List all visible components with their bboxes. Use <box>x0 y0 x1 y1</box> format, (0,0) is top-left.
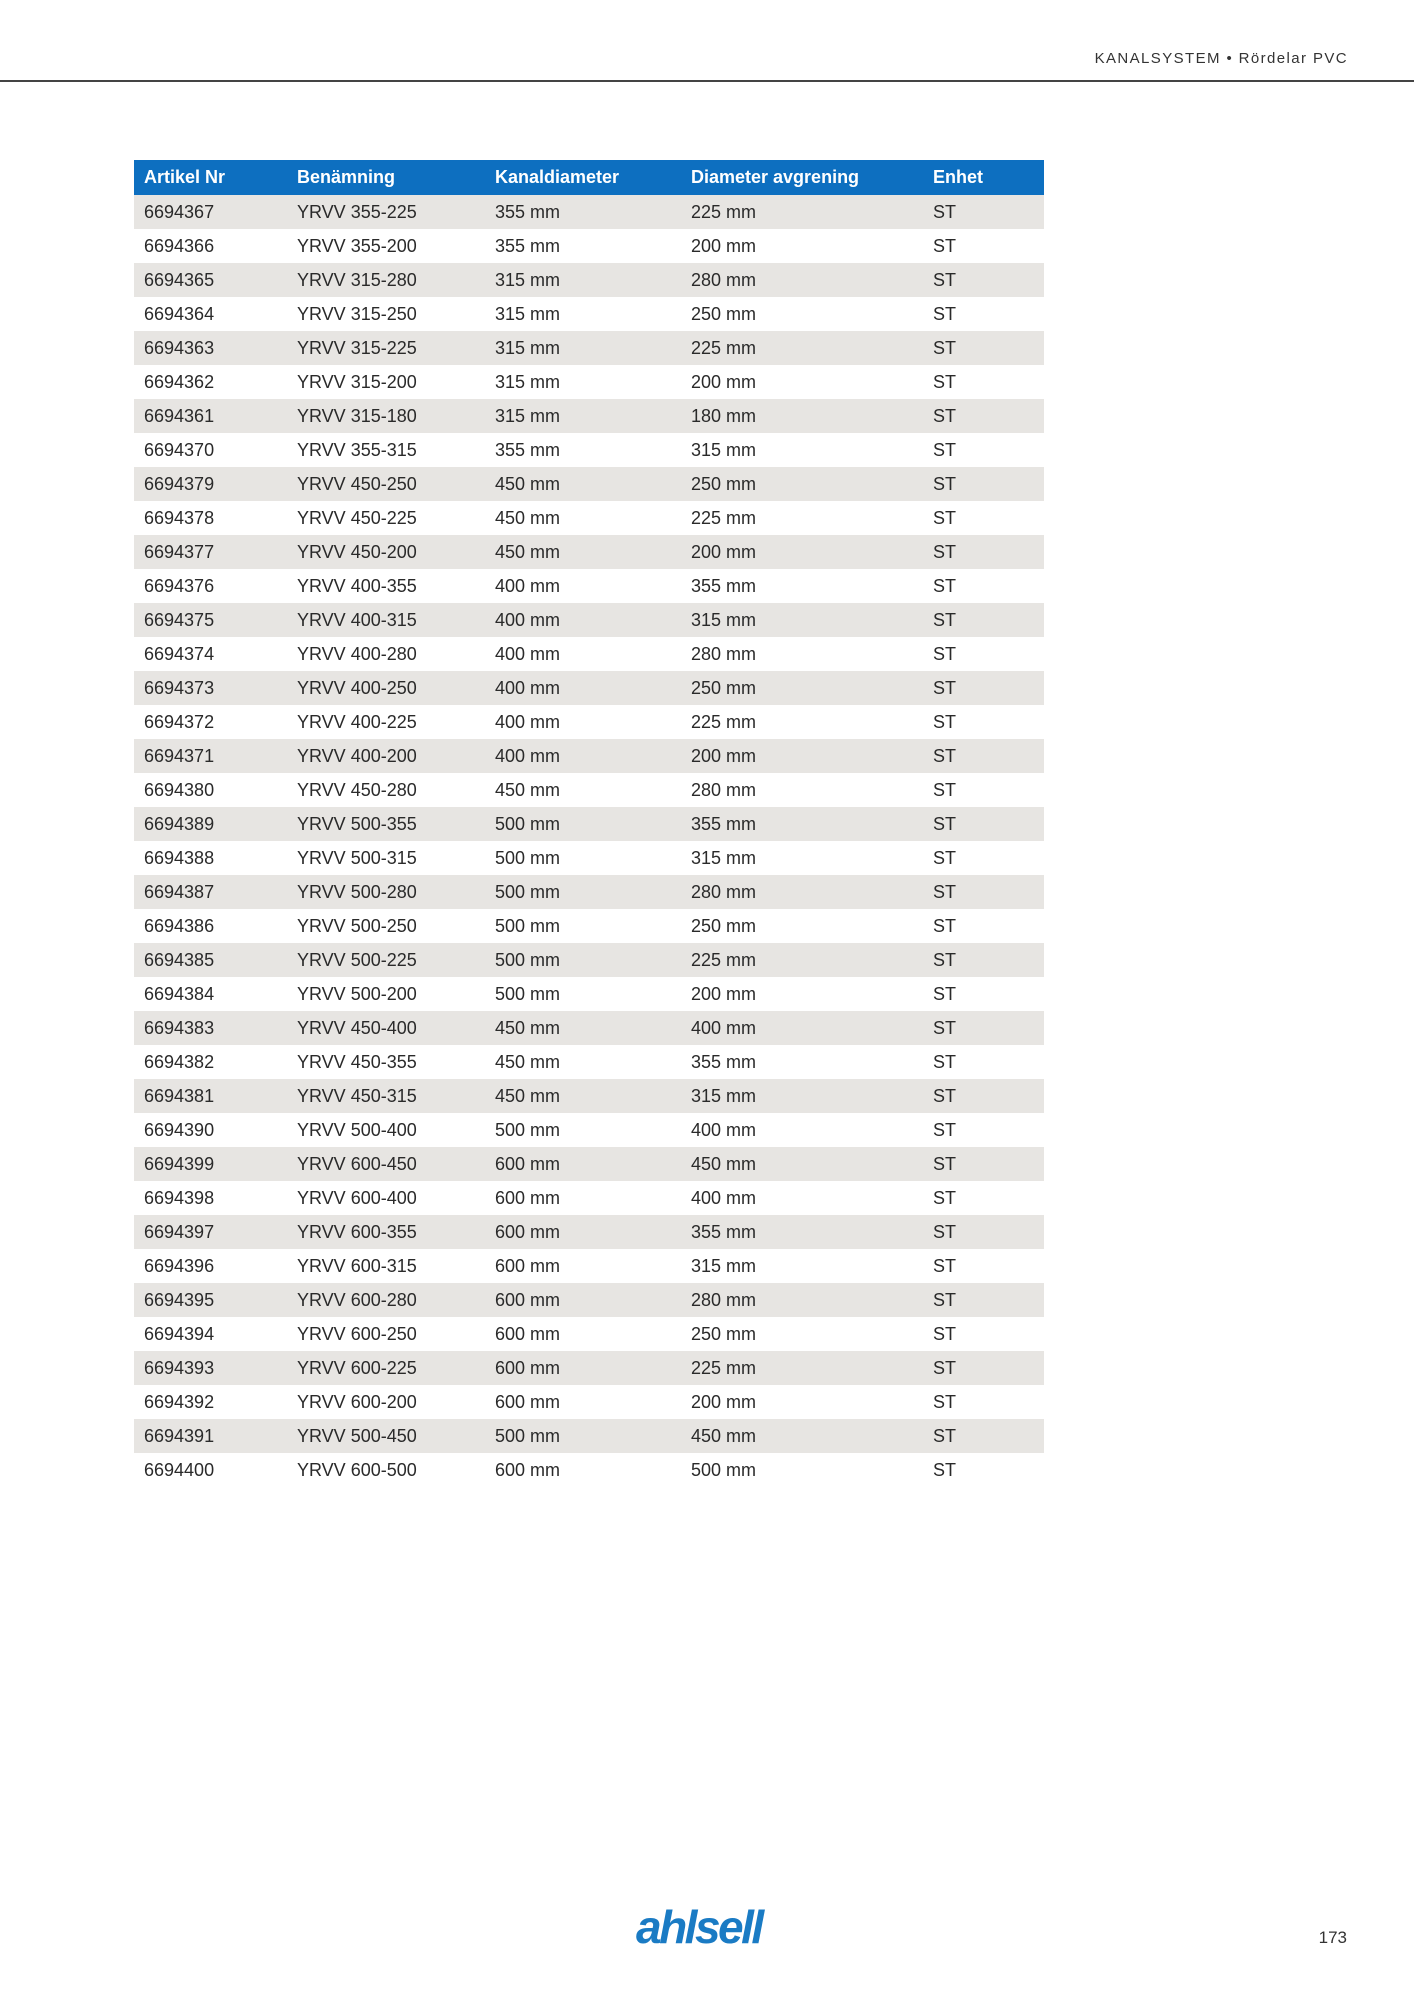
cell-enhet: ST <box>933 983 957 1004</box>
cell-artikel-nr: 6694384 <box>144 983 215 1004</box>
cell-benamning: YRVV 400-315 <box>297 609 417 630</box>
cell-diameter-avgrening: 315 mm <box>691 609 757 630</box>
cell-enhet: ST <box>933 1017 957 1038</box>
cell-artikel-nr: 6694397 <box>144 1221 215 1242</box>
cell-benamning: YRVV 355-200 <box>297 235 417 256</box>
cell-artikel-nr: 6694379 <box>144 473 215 494</box>
cell-kanaldiameter: 400 mm <box>495 677 561 698</box>
column-header-diameter-avgrening: Diameter avgrening <box>681 160 923 195</box>
cell-diameter-avgrening: 355 mm <box>691 1221 757 1242</box>
cell-diameter-avgrening: 200 mm <box>691 235 757 256</box>
cell-artikel-nr: 6694394 <box>144 1323 215 1344</box>
cell-artikel-nr: 6694375 <box>144 609 215 630</box>
cell-kanaldiameter: 600 mm <box>495 1221 561 1242</box>
table-row <box>134 773 1044 807</box>
cell-benamning: YRVV 315-200 <box>297 371 417 392</box>
cell-enhet: ST <box>933 235 957 256</box>
cell-artikel-nr: 6694388 <box>144 847 215 868</box>
cell-kanaldiameter: 500 mm <box>495 847 561 868</box>
cell-artikel-nr: 6694398 <box>144 1187 215 1208</box>
cell-kanaldiameter: 450 mm <box>495 1085 561 1106</box>
header-divider <box>0 80 1414 82</box>
cell-benamning: YRVV 500-450 <box>297 1425 417 1446</box>
cell-kanaldiameter: 315 mm <box>495 405 561 426</box>
cell-diameter-avgrening: 315 mm <box>691 1255 757 1276</box>
table-row <box>134 1215 1044 1249</box>
cell-artikel-nr: 6694362 <box>144 371 215 392</box>
cell-artikel-nr: 6694363 <box>144 337 215 358</box>
table-row <box>134 977 1044 1011</box>
cell-diameter-avgrening: 200 mm <box>691 541 757 562</box>
cell-enhet: ST <box>933 1323 957 1344</box>
table-row <box>134 841 1044 875</box>
cell-diameter-avgrening: 200 mm <box>691 983 757 1004</box>
cell-artikel-nr: 6694393 <box>144 1357 215 1378</box>
cell-kanaldiameter: 355 mm <box>495 201 561 222</box>
cell-artikel-nr: 6694380 <box>144 779 215 800</box>
cell-enhet: ST <box>933 1425 957 1446</box>
cell-kanaldiameter: 600 mm <box>495 1153 561 1174</box>
cell-kanaldiameter: 400 mm <box>495 643 561 664</box>
cell-diameter-avgrening: 280 mm <box>691 779 757 800</box>
cell-kanaldiameter: 500 mm <box>495 1425 561 1446</box>
cell-diameter-avgrening: 280 mm <box>691 881 757 902</box>
cell-diameter-avgrening: 355 mm <box>691 813 757 834</box>
cell-kanaldiameter: 450 mm <box>495 779 561 800</box>
cell-kanaldiameter: 450 mm <box>495 1017 561 1038</box>
cell-artikel-nr: 6694389 <box>144 813 215 834</box>
cell-kanaldiameter: 600 mm <box>495 1255 561 1276</box>
cell-benamning: YRVV 600-400 <box>297 1187 417 1208</box>
table-row <box>134 1181 1044 1215</box>
cell-enhet: ST <box>933 1289 957 1310</box>
cell-enhet: ST <box>933 1459 957 1480</box>
page-header-title: KANALSYSTEM • Rördelar PVC <box>1094 50 1348 67</box>
cell-diameter-avgrening: 400 mm <box>691 1119 757 1140</box>
cell-benamning: YRVV 500-355 <box>297 813 417 834</box>
table-row <box>134 943 1044 977</box>
cell-kanaldiameter: 400 mm <box>495 575 561 596</box>
cell-artikel-nr: 6694385 <box>144 949 215 970</box>
cell-benamning: YRVV 450-355 <box>297 1051 417 1072</box>
table-row <box>134 909 1044 943</box>
table-row <box>134 229 1044 263</box>
cell-diameter-avgrening: 200 mm <box>691 745 757 766</box>
cell-benamning: YRVV 600-250 <box>297 1323 417 1344</box>
table-row <box>134 365 1044 399</box>
table-row <box>134 535 1044 569</box>
cell-diameter-avgrening: 200 mm <box>691 1391 757 1412</box>
cell-enhet: ST <box>933 915 957 936</box>
cell-enhet: ST <box>933 201 957 222</box>
cell-benamning: YRVV 500-400 <box>297 1119 417 1140</box>
cell-benamning: YRVV 600-500 <box>297 1459 417 1480</box>
table-row <box>134 739 1044 773</box>
cell-artikel-nr: 6694390 <box>144 1119 215 1140</box>
cell-diameter-avgrening: 450 mm <box>691 1153 757 1174</box>
cell-enhet: ST <box>933 575 957 596</box>
table-row <box>134 1249 1044 1283</box>
cell-kanaldiameter: 400 mm <box>495 745 561 766</box>
table-row <box>134 807 1044 841</box>
table-row <box>134 1317 1044 1351</box>
cell-benamning: YRVV 315-250 <box>297 303 417 324</box>
cell-enhet: ST <box>933 439 957 460</box>
cell-enhet: ST <box>933 949 957 970</box>
cell-benamning: YRVV 355-225 <box>297 201 417 222</box>
cell-kanaldiameter: 500 mm <box>495 983 561 1004</box>
cell-diameter-avgrening: 450 mm <box>691 1425 757 1446</box>
cell-diameter-avgrening: 250 mm <box>691 915 757 936</box>
cell-diameter-avgrening: 250 mm <box>691 303 757 324</box>
table-row <box>134 1113 1044 1147</box>
cell-diameter-avgrening: 355 mm <box>691 1051 757 1072</box>
cell-enhet: ST <box>933 1357 957 1378</box>
table-row <box>134 399 1044 433</box>
cell-diameter-avgrening: 280 mm <box>691 1289 757 1310</box>
cell-diameter-avgrening: 400 mm <box>691 1187 757 1208</box>
cell-artikel-nr: 6694382 <box>144 1051 215 1072</box>
cell-artikel-nr: 6694396 <box>144 1255 215 1276</box>
cell-diameter-avgrening: 225 mm <box>691 1357 757 1378</box>
cell-enhet: ST <box>933 881 957 902</box>
cell-kanaldiameter: 600 mm <box>495 1391 561 1412</box>
cell-kanaldiameter: 600 mm <box>495 1459 561 1480</box>
table-row <box>134 1453 1044 1487</box>
cell-diameter-avgrening: 315 mm <box>691 847 757 868</box>
cell-enhet: ST <box>933 269 957 290</box>
table-row <box>134 1079 1044 1113</box>
cell-enhet: ST <box>933 677 957 698</box>
cell-enhet: ST <box>933 711 957 732</box>
cell-enhet: ST <box>933 745 957 766</box>
cell-benamning: YRVV 500-280 <box>297 881 417 902</box>
table-row <box>134 875 1044 909</box>
cell-kanaldiameter: 315 mm <box>495 371 561 392</box>
cell-artikel-nr: 6694378 <box>144 507 215 528</box>
cell-benamning: YRVV 400-355 <box>297 575 417 596</box>
cell-benamning: YRVV 600-225 <box>297 1357 417 1378</box>
cell-benamning: YRVV 400-225 <box>297 711 417 732</box>
cell-artikel-nr: 6694371 <box>144 745 215 766</box>
table-row <box>134 331 1044 365</box>
cell-kanaldiameter: 315 mm <box>495 337 561 358</box>
cell-diameter-avgrening: 180 mm <box>691 405 757 426</box>
cell-artikel-nr: 6694373 <box>144 677 215 698</box>
cell-kanaldiameter: 500 mm <box>495 813 561 834</box>
cell-enhet: ST <box>933 1187 957 1208</box>
cell-diameter-avgrening: 225 mm <box>691 337 757 358</box>
cell-kanaldiameter: 500 mm <box>495 881 561 902</box>
table-row <box>134 1147 1044 1181</box>
column-header-benamning: Benämning <box>287 160 485 195</box>
cell-artikel-nr: 6694383 <box>144 1017 215 1038</box>
cell-diameter-avgrening: 280 mm <box>691 269 757 290</box>
cell-artikel-nr: 6694367 <box>144 201 215 222</box>
cell-kanaldiameter: 315 mm <box>495 303 561 324</box>
page-number: 173 <box>1318 1928 1347 1947</box>
cell-kanaldiameter: 600 mm <box>495 1323 561 1344</box>
cell-kanaldiameter: 500 mm <box>495 915 561 936</box>
cell-benamning: YRVV 450-280 <box>297 779 417 800</box>
cell-artikel-nr: 6694386 <box>144 915 215 936</box>
column-header-artikel-nr: Artikel Nr <box>134 160 287 195</box>
column-header-enhet: Enhet <box>923 160 1044 195</box>
cell-enhet: ST <box>933 1221 957 1242</box>
cell-kanaldiameter: 450 mm <box>495 507 561 528</box>
table-row <box>134 603 1044 637</box>
cell-benamning: YRVV 500-200 <box>297 983 417 1004</box>
column-header-kanaldiameter: Kanaldiameter <box>485 160 681 195</box>
cell-diameter-avgrening: 250 mm <box>691 1323 757 1344</box>
cell-artikel-nr: 6694395 <box>144 1289 215 1310</box>
cell-artikel-nr: 6694364 <box>144 303 215 324</box>
cell-benamning: YRVV 600-355 <box>297 1221 417 1242</box>
cell-benamning: YRVV 450-400 <box>297 1017 417 1038</box>
cell-benamning: YRVV 600-315 <box>297 1255 417 1276</box>
table-row <box>134 1011 1044 1045</box>
cell-artikel-nr: 6694392 <box>144 1391 215 1412</box>
cell-kanaldiameter: 450 mm <box>495 541 561 562</box>
cell-enhet: ST <box>933 1153 957 1174</box>
table-row <box>134 433 1044 467</box>
table-header-row <box>134 160 1044 195</box>
cell-benamning: YRVV 315-180 <box>297 405 417 426</box>
cell-benamning: YRVV 400-200 <box>297 745 417 766</box>
cell-diameter-avgrening: 225 mm <box>691 949 757 970</box>
cell-enhet: ST <box>933 541 957 562</box>
cell-enhet: ST <box>933 643 957 664</box>
table-row <box>134 1283 1044 1317</box>
table-row <box>134 501 1044 535</box>
cell-diameter-avgrening: 355 mm <box>691 575 757 596</box>
cell-enhet: ST <box>933 473 957 494</box>
cell-enhet: ST <box>933 371 957 392</box>
cell-enhet: ST <box>933 1051 957 1072</box>
table-row <box>134 1351 1044 1385</box>
cell-kanaldiameter: 400 mm <box>495 609 561 630</box>
cell-kanaldiameter: 355 mm <box>495 235 561 256</box>
cell-enhet: ST <box>933 1119 957 1140</box>
cell-benamning: YRVV 450-225 <box>297 507 417 528</box>
cell-artikel-nr: 6694374 <box>144 643 215 664</box>
cell-diameter-avgrening: 250 mm <box>691 473 757 494</box>
cell-kanaldiameter: 355 mm <box>495 439 561 460</box>
cell-artikel-nr: 6694361 <box>144 405 215 426</box>
table-row <box>134 1045 1044 1079</box>
table-row <box>134 1385 1044 1419</box>
table-row <box>134 467 1044 501</box>
cell-kanaldiameter: 600 mm <box>495 1289 561 1310</box>
product-table <box>134 160 1044 1487</box>
cell-kanaldiameter: 400 mm <box>495 711 561 732</box>
cell-benamning: YRVV 400-250 <box>297 677 417 698</box>
cell-kanaldiameter: 600 mm <box>495 1187 561 1208</box>
cell-enhet: ST <box>933 405 957 426</box>
table-row <box>134 705 1044 739</box>
cell-artikel-nr: 6694372 <box>144 711 215 732</box>
table-body <box>134 195 1044 1487</box>
cell-benamning: YRVV 500-315 <box>297 847 417 868</box>
cell-kanaldiameter: 450 mm <box>495 473 561 494</box>
cell-benamning: YRVV 450-200 <box>297 541 417 562</box>
cell-kanaldiameter: 315 mm <box>495 269 561 290</box>
table-row <box>134 1419 1044 1453</box>
cell-enhet: ST <box>933 1085 957 1106</box>
table-row <box>134 569 1044 603</box>
cell-enhet: ST <box>933 779 957 800</box>
cell-benamning: YRVV 600-450 <box>297 1153 417 1174</box>
cell-enhet: ST <box>933 813 957 834</box>
cell-kanaldiameter: 450 mm <box>495 1051 561 1072</box>
cell-artikel-nr: 6694376 <box>144 575 215 596</box>
cell-benamning: YRVV 400-280 <box>297 643 417 664</box>
cell-enhet: ST <box>933 847 957 868</box>
cell-diameter-avgrening: 250 mm <box>691 677 757 698</box>
cell-benamning: YRVV 500-250 <box>297 915 417 936</box>
cell-benamning: YRVV 450-315 <box>297 1085 417 1106</box>
cell-benamning: YRVV 500-225 <box>297 949 417 970</box>
cell-benamning: YRVV 315-225 <box>297 337 417 358</box>
cell-artikel-nr: 6694399 <box>144 1153 215 1174</box>
cell-diameter-avgrening: 280 mm <box>691 643 757 664</box>
cell-diameter-avgrening: 315 mm <box>691 1085 757 1106</box>
table-row <box>134 263 1044 297</box>
cell-enhet: ST <box>933 1255 957 1276</box>
cell-enhet: ST <box>933 507 957 528</box>
cell-kanaldiameter: 600 mm <box>495 1357 561 1378</box>
table-row <box>134 671 1044 705</box>
cell-artikel-nr: 6694381 <box>144 1085 215 1106</box>
cell-diameter-avgrening: 400 mm <box>691 1017 757 1038</box>
cell-artikel-nr: 6694370 <box>144 439 215 460</box>
cell-artikel-nr: 6694400 <box>144 1459 215 1480</box>
cell-diameter-avgrening: 500 mm <box>691 1459 757 1480</box>
cell-benamning: YRVV 315-280 <box>297 269 417 290</box>
table-row <box>134 195 1044 229</box>
cell-artikel-nr: 6694391 <box>144 1425 215 1446</box>
cell-diameter-avgrening: 225 mm <box>691 201 757 222</box>
cell-diameter-avgrening: 200 mm <box>691 371 757 392</box>
table-row <box>134 297 1044 331</box>
cell-enhet: ST <box>933 1391 957 1412</box>
cell-enhet: ST <box>933 303 957 324</box>
table-row <box>134 637 1044 671</box>
cell-artikel-nr: 6694377 <box>144 541 215 562</box>
cell-enhet: ST <box>933 337 957 358</box>
cell-artikel-nr: 6694387 <box>144 881 215 902</box>
cell-diameter-avgrening: 225 mm <box>691 507 757 528</box>
cell-artikel-nr: 6694365 <box>144 269 215 290</box>
cell-benamning: YRVV 355-315 <box>297 439 417 460</box>
ahlsell-logo: ahlsell <box>636 1901 762 1953</box>
cell-benamning: YRVV 600-200 <box>297 1391 417 1412</box>
cell-diameter-avgrening: 315 mm <box>691 439 757 460</box>
cell-enhet: ST <box>933 609 957 630</box>
cell-kanaldiameter: 500 mm <box>495 1119 561 1140</box>
cell-artikel-nr: 6694366 <box>144 235 215 256</box>
cell-benamning: YRVV 600-280 <box>297 1289 417 1310</box>
cell-diameter-avgrening: 225 mm <box>691 711 757 732</box>
cell-benamning: YRVV 450-250 <box>297 473 417 494</box>
cell-kanaldiameter: 500 mm <box>495 949 561 970</box>
